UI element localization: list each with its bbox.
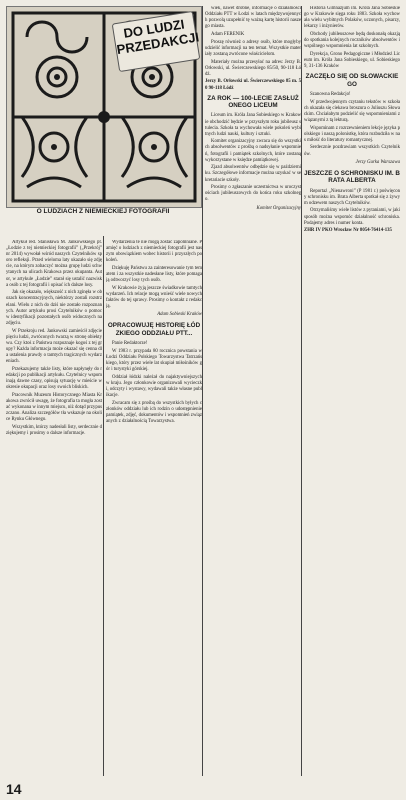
column-divider [202,6,203,776]
salutation: Panie Redaktorze! [112,341,148,347]
paragraph: Wydarzenia te nie mogą zostać zapomniane. Pamięć o ludziach z niemieckiej fotografii jest naszym obowiązkiem wobec historii i przyszłych pokoleń. [106,240,202,264]
paragraph: Prosimy o zgłaszanie uczestnictwa w uroczystościach jubileuszowych do końca roku szkolnego. [205,185,301,203]
paragraph: Wszystkim, którzy nadesłali listy, serdecznie dziękujemy i prosimy o dalsze informacje. [6,424,102,436]
paragraph: Dyrekcja, Grono Pedagogiczne i Młodzież Liceum im. Króla Jana Sobieskiego, ul. Sobieskiego 9, 31-136 Kraków [304,51,400,70]
paragraph: Otrzymaliśmy wiele listów z pytaniami, w jaki sposób można wspomóc działalność schroniska. Podajemy adres i numer konta. [304,208,400,226]
paragraph: Komitet organizacyjny zwraca się do wszystkich absolwentów z prośbą o nadsyłanie wspomnień, fotografii i pamiątek szkolnych, które zostaną wykorzystane w księdze pamiątkowej. [205,139,301,163]
author-name: Adam FERENIK [211,31,245,37]
column-4 [304,6,400,776]
column-3 [205,6,301,776]
address: ZHR IV PKO Wrocław Nr 8054-76414-135 [304,228,392,234]
page-number: 14 [6,781,22,797]
paragraph: Zjazd absolwentów odbędzie się w październiku. Szczegółowe informacje można uzyskać w sekretariacie szkoły. [205,165,301,183]
column-2 [106,240,202,770]
paragraph: wiek, nawet drobne, informacje o działalności Oddziału PTT w Łodzi w latach międzywojennych pozwolą uzupełnić tę ważną kartę historii naszego miasta. [205,6,301,30]
article7-byline: Jerzy Gurka Warszawa [355,159,400,165]
paragraph: W Krakowie żyją jeszcze świadkowie tamtych wydarzeń. Ich relacje mogą wnieść wiele nowych faktów do tej sprawy. Prosimy o kontakt z redakcją. [106,285,202,310]
paragraph: Reportaż „Nienawroni” (P 1981 r.) poświęcony schronisku im. Brata Alberta spotkał się z żywym odzewem naszych Czytelników. [304,188,400,206]
paragraph: Jak się okazało, większość z nich zginęła w obozach koncentracyjnych, niektórzy zostali rozstrzelani. Wielu z nich do dziś nie zostało rozpoznanych. Autor artykułu prosi Czytelników o pomoc w identyfikacji pozostałych osób widocznych na zdjęciu. [6,290,102,326]
paragraph: Materiały można przesyłać na adres: Jerzy B. Orłowski, ul. Świerczewskiego 85/50, 90-118 Łódź. [205,59,301,77]
salutation: Szanowna Redakcjo! [310,91,351,97]
iron-gate-photo [6,6,202,208]
article5-headline: ZA ROK — 100-LECIE ZASŁUŻONEGO LICEUM [207,94,299,109]
paragraph: W Przekroju red. Jankowski zamieścił zdjęcie pięciu ludzi, zwróconych twarzą w stronę obiektywu. Czy ktoś z Państwa rozpoznaje kogoś z tej grupy? Każda informacja może okazać się cenna dla ustalenia prawdy o tamtych tragicznych wydarzeniach. [6,328,102,364]
paragraph: Liceum im. Króla Jana Sobieskiego w Krakowie obchodzić będzie w przyszłym roku jubileusz stulecia. Szkoła ta wychowała wiele pokoleń wybitnych ludzi nauki, kultury i sztuki. [205,113,301,137]
photo-label: DO LUDZI PRZEDAKCJI [112,11,201,72]
paragraph: Pracownik Muzeum Historycznego Miasta Krakowa zwrócił uwagę, że fotografia ta mogła zostać wykonana w innym miejscu, niż dotąd przypuszczano. Analiza szczegółów tła wskazuje na okolice Rynku Głównego. [6,392,102,422]
column-1 [6,240,102,770]
paragraph: Wspominam z rozrzewnieniem lekcje języka polskiego i naszą polonistkę, która rozbudziła w nas miłość do literatury romantycznej. [304,125,400,143]
paragraph: Historia Gimnazjum im. Króla Jana Sobieskiego w Krakowie sięga roku 1883. Szkoła wychowała wielu wybitnych Polaków, uczonych, pisarzy, lekarzy i inżynierów. [304,6,400,30]
address: Jerzy B. Orłowski ul. Świerczewskiego 85 m. 50 90-118 Łódź [205,79,301,91]
article7-headline: ZACZĘŁO SIĘ OD SŁOWACKIEGO [305,73,399,88]
article8-headline: JESZCZE O SCHRONISKU IM. BRATA ALBERTA [304,169,400,185]
paragraph: Dziękuję Państwu za zainteresowanie tym tematem i za wszystkie nadesłane listy, które pomagają odtworzyć losy tych osób. [106,265,202,284]
paragraph: W 1983 r. przypada 80 rocznica powstania w Łodzi Oddziału Polskiego Towarzystwa Tatrzańskiego, który przez wiele lat skupiał miłośników gór i turystyki górskiej. [106,348,202,373]
article3-headline: OPRACOWUJĘ HISTORIĘ ŁÓDZKIEGO ODDZIAŁU PTT... [107,322,201,337]
paragraph: Serdecznie pozdrawiam wszystkich Czytelników. [304,145,400,157]
paragraph: Przekazujemy także listy, które napłynęły do redakcji po publikacji artykułu. Czytelnicy wspominają dawne czasy, opisują sytuację w mieście w okresie okupacji oraz losy swoich bliskich. [6,366,102,390]
paragraph: Artykuł red. Stanisława M. Jankowskiego pt. „Łodzie z tej niemieckiej fotografii” („Przekrój” nr 2014) wywołał wśród naszych Czytelników sporo refleksji. Przed wieloma laty ukazało się zdjęcie, na którym zobaczyć można grupę ludzi schwytanych na ulicach Krakowa przez okupanta. Autor, w artykule „Łodzie” starał się ustalić nazwiska osób z tej fotografii i opisać ich dalsze losy. [6,240,102,288]
paragraph: Proszę również o adresy osób, które mogłyby udzielić informacji na ten temat. Wszystkie materiały zostaną zwrócone właścicielom. [205,39,301,57]
article2-byline: Adam Sobieski Kraków [157,312,202,318]
paragraph: Oddział łódzki należał do najaktywniejszych w kraju. Jego członkowie organizowali wycieczki, odczyty i wystawy, wydawali także własne publikacje. [106,374,202,399]
column-divider [103,236,104,776]
paragraph: Zwracam się z prośbą do wszystkich byłych członków oddziału lub ich rodzin o udostępnienie pamiątek, zdjęć, dokumentów i wspomnień związanych z działalnością Towarzystwa. [106,400,202,425]
article5-byline: Komitet Organizacyjny [256,205,301,211]
article1-headline: O LUDZIACH Z NIEMIECKIEJ FOTOGRAFII [36,208,170,215]
column-divider [301,6,302,776]
paragraph: Obchody jubileuszowe będą doskonałą okazją do spotkania kolejnych roczników absolwentów i wspólnego wspomnienia lat szkolnych. [304,31,400,50]
paragraph: W przedwojennym czytaniu tekstów w szkołach ukazała się ciekawa broszura o Juliuszu Słowackim. Chciałabym podzielić się wspomnieniami związanymi z tą lekturą. [304,99,400,123]
